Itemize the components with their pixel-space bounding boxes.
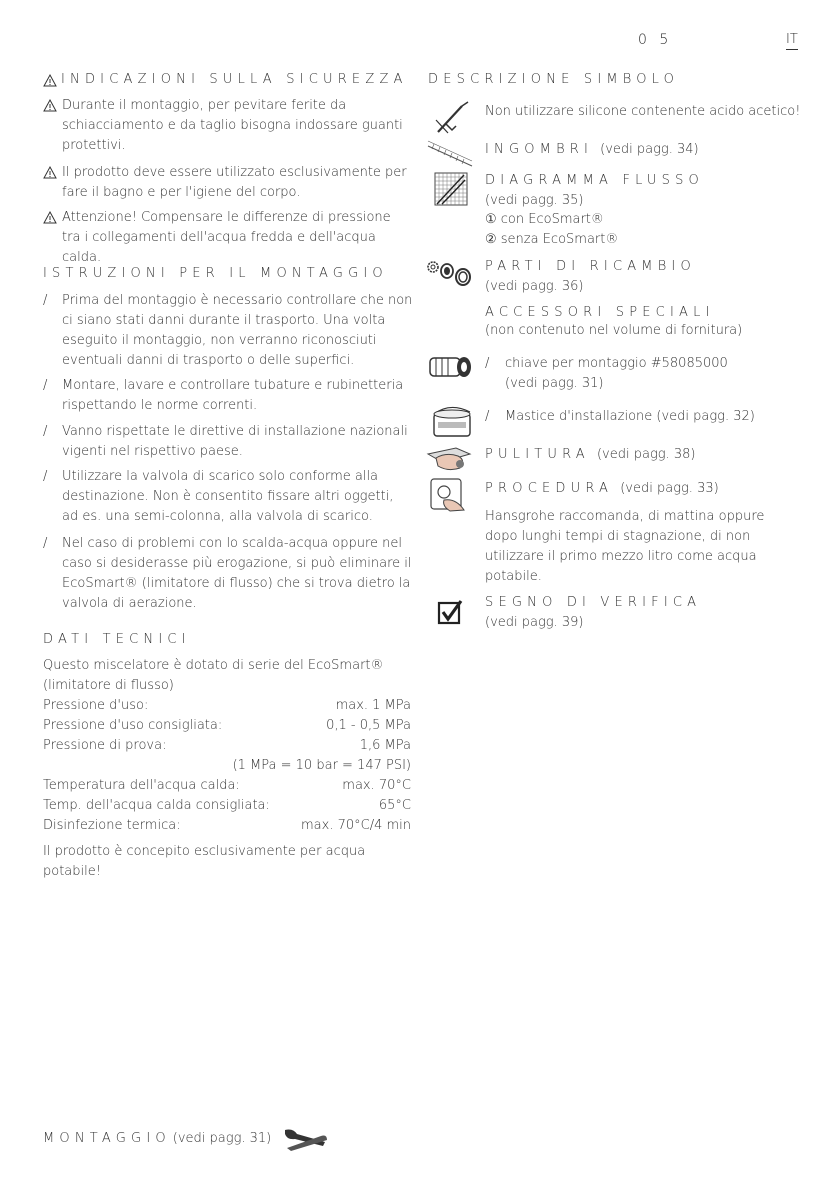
ingombri-ref: (vedi pagg. 34) (600, 142, 699, 157)
dati-intro-2: (limitatore di flusso) (43, 678, 174, 693)
simbolo-title: DESCRIZIONE SIMBOLO (428, 72, 680, 87)
procedura-ref: (vedi pagg. 33) (620, 481, 719, 496)
bullet-slash: / (43, 293, 48, 308)
istruzioni-item (43, 422, 413, 462)
checkmark-icon (438, 600, 464, 626)
istruzioni-item-text: Utilizzare la valvola di scarico solo conforme alla destinazione. Non è consentito fissare altri oggetti, ad es. una semi-colonna, alla valvola di scarico. (62, 469, 394, 524)
pulitura-ref: (vedi pagg. 38) (596, 447, 696, 462)
dati-note: Il prodotto è concepito esclusivamente per acqua potabile! (43, 844, 366, 879)
sicurezza-heading-wrap (43, 71, 408, 89)
dati-row (43, 756, 411, 776)
dati-row-value: (1 MPa = 10 bar = 147 PSI) (232, 758, 411, 773)
procedura-text: Hansgrohe raccomanda, di mattina oppure dopo lunghi tempi di stagnazione, di non utilizzare il primo mezzo litro come acqua potabile. (485, 509, 765, 584)
dati-row-value: max. 70°C/4 min (300, 818, 411, 833)
mastice-text: Mastice d'installazione (vedi pagg. 32) (505, 409, 755, 424)
ingombri-row (485, 138, 699, 160)
tools-icon (281, 1126, 329, 1152)
montaggio-row (43, 1126, 329, 1152)
procedure-icon (430, 478, 466, 512)
diagramma-ref: (vedi pagg. 35) (485, 193, 584, 208)
dati-row-label: Pressione di prova: (43, 738, 167, 753)
istruzioni-item (43, 376, 413, 416)
mounting-key-icon (426, 352, 474, 382)
cleaning-icon (426, 444, 472, 474)
bullet-slash: / (43, 378, 48, 393)
language-tag: IT (786, 32, 798, 50)
istruzioni-item-text: Montare, lavare e controllare tubature e rubinetteria rispettando le norme correnti. (62, 378, 404, 413)
dati-row (43, 736, 411, 756)
warning-icon (43, 74, 57, 87)
chiave-bullet: / (485, 356, 490, 371)
bullet-slash: / (43, 469, 48, 484)
verifica-ref: (vedi pagg. 39) (485, 615, 584, 630)
pulitura-title: PULITURA (485, 447, 590, 462)
dati-row-label: Pressione d'uso: (43, 698, 149, 713)
chiave-ref: (vedi pagg. 31) (505, 376, 604, 391)
diagramma-title: DIAGRAMMA FLUSSO (485, 173, 704, 188)
silicone-gun-icon (432, 100, 472, 136)
verifica-title: SEGNO DI VERIFICA (485, 595, 702, 610)
accessori-title: ACCESSORI SPECIALI (485, 305, 715, 320)
bullet-slash: / (43, 424, 48, 439)
dati-row-label: Temp. dell'acqua calda consigliata: (43, 798, 270, 813)
mastice-bullet: / (485, 409, 490, 424)
istruzioni-item (43, 534, 413, 614)
istruzioni-item (43, 467, 413, 527)
ricambio-title: PARTI DI RICAMBIO (485, 259, 696, 274)
accessori-ref: (non contenuto nel volume di fornitura) (485, 323, 743, 338)
istruzioni-item-text: Nel caso di problemi con lo scalda-acqua oppure nel caso si desiderasse più erogazione, si può eliminare il EcoSmart® (limitatore di flusso) che si trova dietro la valvola di aerazione. (62, 536, 412, 611)
chiave-text: chiave per montaggio #58085000 (505, 356, 728, 371)
dati-row-label: Disinfezione termica: (43, 818, 181, 833)
sicurezza-item-text: Durante il montaggio, per pevitare ferite da schiacciamento e da taglio bisogna indossare guanti protettivi. (62, 98, 403, 153)
sicurezza-item (43, 208, 413, 268)
dati-row (43, 716, 411, 736)
montaggio-ref: (vedi pagg. 31) (172, 1131, 272, 1146)
dati-row-value: 65°C (378, 798, 411, 813)
dati-row-label: Pressione d'uso consigliata: (43, 718, 223, 733)
procedura-row (485, 477, 719, 499)
bullet-slash: / (43, 536, 48, 551)
dati-row (43, 796, 411, 816)
sicurezza-item-text: Attenzione! Compensare le differenze di pressione tra i collegamenti dell'acqua fredda e dell'acqua calda. (62, 210, 391, 265)
spare-parts-icon (426, 258, 474, 288)
diagramma-option-1: ① con EcoSmart® (485, 212, 604, 227)
istruzioni-item-text: Vanno rispettate le direttive di installazione nazionali vigenti nel rispettivo paese. (62, 424, 408, 459)
warning-icon (43, 166, 57, 179)
sicurezza-item (43, 96, 413, 156)
dati-row (43, 776, 411, 796)
sicurezza-item-text: Il prodotto deve essere utilizzato esclusivamente per fare il bagno e per l'igiene del corpo. (62, 165, 407, 200)
dati-title: DATI TECNICI (43, 632, 191, 647)
dati-row-value: 0,1 - 0,5 MPa (326, 718, 411, 733)
dati-row (43, 696, 411, 716)
dimensions-icon (426, 140, 474, 170)
dati-row-value: max. 1 MPa (335, 698, 411, 713)
page-number: 0 5 (638, 32, 673, 48)
silicone-warning-text: Non utilizzare silicone contenente acido acetico! (485, 104, 801, 119)
ricambio-ref: (vedi pagg. 36) (485, 279, 584, 294)
dati-intro-1: Questo miscelatore è dotato di serie del EcoSmart® (43, 658, 384, 673)
warning-icon (43, 99, 57, 112)
diagramma-option-2: ② senza EcoSmart® (485, 232, 619, 247)
dati-row-value: 1,6 MPa (359, 738, 411, 753)
pulitura-row (485, 443, 695, 465)
istruzioni-title: ISTRUZIONI PER IL MONTAGGIO (43, 266, 388, 281)
dati-row-value: max. 70°C (342, 778, 411, 793)
flow-diagram-icon (434, 172, 468, 206)
dati-row-label: Temperatura dell'acqua calda: (43, 778, 240, 793)
warning-icon (43, 211, 57, 224)
ingombri-title: INGOMBRI (485, 142, 594, 157)
sealant-icon (430, 402, 474, 438)
istruzioni-item (43, 291, 413, 371)
istruzioni-item-text: Prima del montaggio è necessario controllare che non ci siano stati danni durante il trasporto. Una volta eseguito il montaggio, non verranno riconosciuti eventuali danni di trasporto o delle superfici. (62, 293, 413, 368)
sicurezza-item (43, 163, 413, 203)
montaggio-title: MONTAGGIO (43, 1131, 171, 1146)
sicurezza-title: INDICAZIONI SULLA SICUREZZA (61, 72, 408, 87)
dati-row (43, 816, 411, 836)
procedura-title: PROCEDURA (485, 481, 614, 496)
